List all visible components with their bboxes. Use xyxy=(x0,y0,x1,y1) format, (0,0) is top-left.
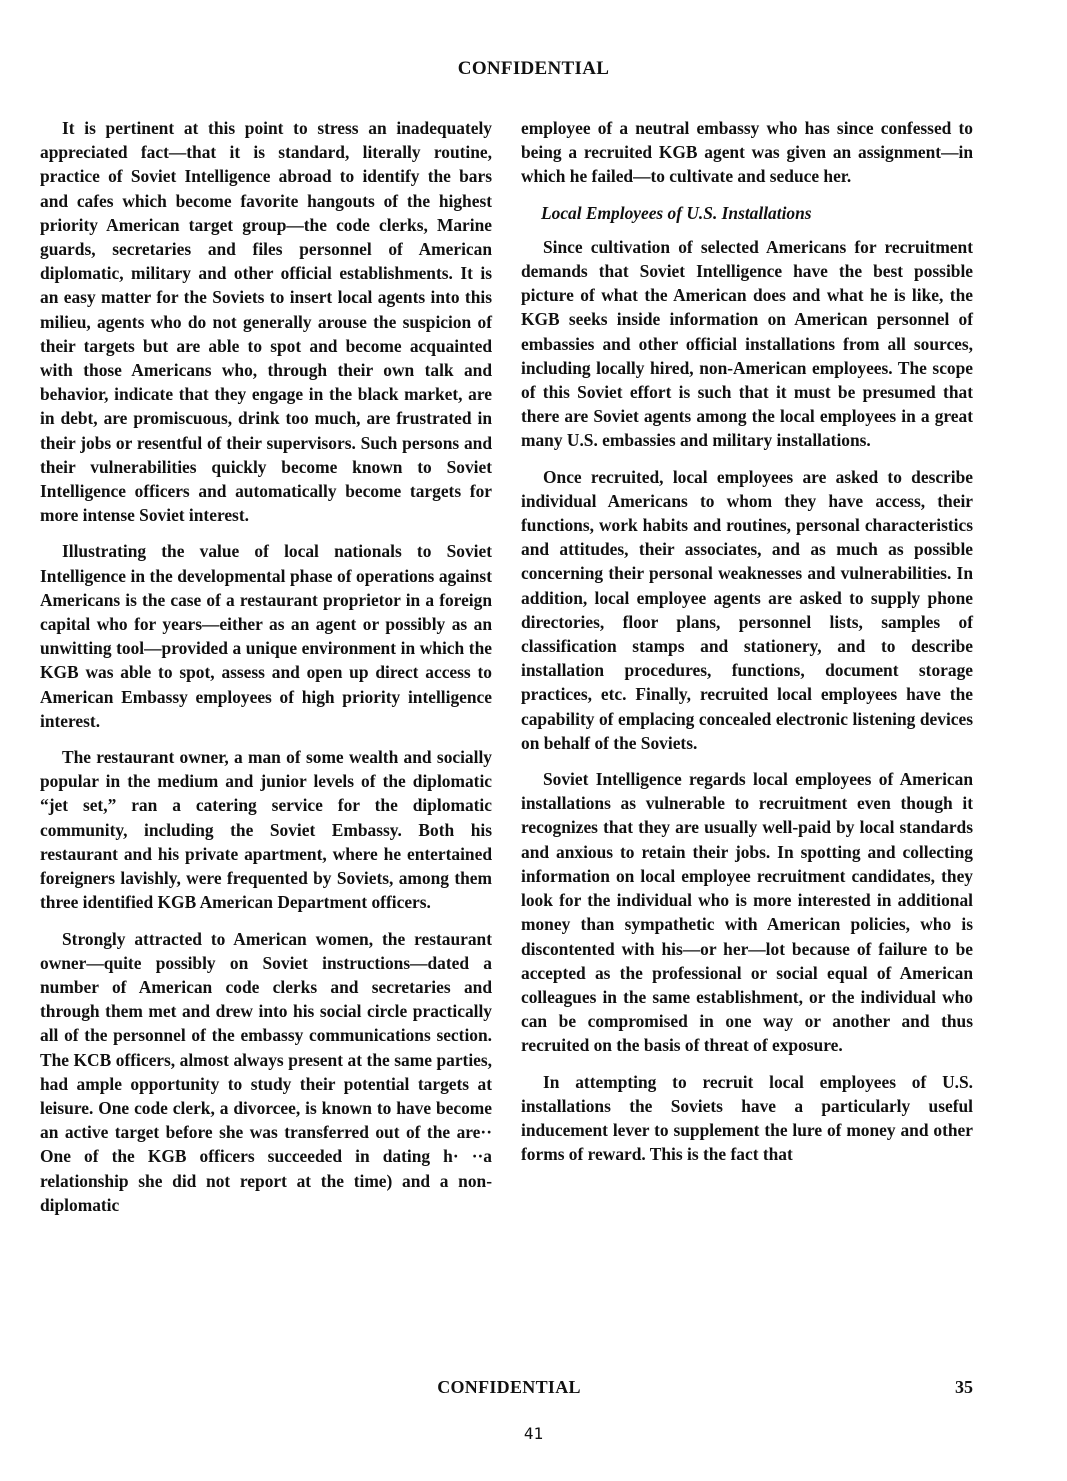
right-paragraph-2: Once recruited, local employees are asked to describe individual Americans to whom they have access, their functions, work habits and routines, personal characteristics and attitudes, their associates, and as much as possible concerning their personal weaknesses and vulnerabilities. In addition, local employee agents are asked to supply phone directories, floor plans, personnel lists, samples of classification stamps and stationery, and to describe installation procedures, functions, document storage practices, etc. Finally, recruited local employees have the capability of emplacing concealed electronic listening devices on behalf of the Soviets. xyxy=(521,466,973,753)
right-column xyxy=(521,116,973,1178)
footer-classification: CONFIDENTIAL xyxy=(437,1377,581,1397)
right-paragraph-1: Since cultivation of selected Americans for recruitment demands that Soviet Intelligence have the best possible picture of what the American does and what he is like, the KGB seeks inside information on American personnel of embassies and other official installations from all sources, including locally hired, non-American employees. The scope of this Soviet effort is such that it must be presumed that there are Soviet agents among the local employees in a great many U.S. embassies and military installations. xyxy=(521,236,973,451)
left-paragraph-3: The restaurant owner, a man of some wealth and socially popular in the medium and junior levels of the diplomatic “jet set,” ran a catering service for the diplomatic community, including the Soviet Embassy. Both his restaurant and his private apartment, where he entertained foreigners lavishly, were frequented by Soviets, among them three identified KGB American Department officers. xyxy=(40,747,492,913)
serial-number: 41 xyxy=(523,1424,544,1443)
right-paragraph-4: In attempting to recruit local employees of U.S. installations the Soviets have a particularly useful inducement lever to supplement the lure of money and other forms of reward. This is the fact that xyxy=(521,1071,973,1165)
header-classification: CONFIDENTIAL xyxy=(457,58,610,79)
left-paragraph-2: Illustrating the value of local nationals to Soviet Intelligence in the developmental phase of operations against Americans is the case of a restaurant proprietor in a foreign capital who for years—either as an agent or possibly as an unwitting tool—provided a unique environment in which the KGB was able to spot, assess and open up direct access to American Embassy employees of high priority intelligence interest. xyxy=(40,541,492,731)
left-paragraph-1: It is pertinent at this point to stress an inadequately appreciated fact—that it is standard, literally routine, practice of Soviet Intelligence abroad to identify the bars and cafes which become favorite hangouts of the highest priority American target group—the code clerks, Marine guards, secretaries and files personnel of American diplomatic, military and other official establishments. It is an easy matter for the Soviets to insert local agents into this milieu, agents who do not generally arouse the suspicion of their targets but are able to spot and become acquainted with those Americans who, through their own talk and behavior, indicate that they engage in the black market, are in debt, are promiscuous, drink too much, are frustrated in their jobs or resentful of their supervisors. Such persons and their vulnerabilities quickly become known to Soviet Intelligence officers and automatically become targets for more intense Soviet interest. xyxy=(40,118,492,526)
page-number: 35 xyxy=(955,1377,973,1397)
right-intro-paragraph: employee of a neutral embassy who has since confessed to being a recruited KGB agent was given an assignment—in which he failed—to cultivate and seduce her. xyxy=(521,118,973,187)
right-paragraph-3: Soviet Intelligence regards local employees of American installations as vulnerable to recruitment even though it recognizes that they are usually well-paid by local standards and anxious to retain their jobs. In spotting and collecting information on local employee recruitment candidates, they look for the individual who is more interested in additional money than sympathetic with American policies, who is discontented with his—or her—lot because of failure to be accepted as the professional or social equal of American colleagues in the same establishment, or the individual who can be compromised in one way or another and thus recruited on the basis of threat of exposure. xyxy=(521,769,973,1056)
left-column xyxy=(40,116,492,1229)
left-paragraph-4: Strongly attracted to American women, the restaurant owner—quite possibly on Soviet instructions—dated a number of American code clerks and secretaries and through them met and drew into his social circle practically all of the personnel of the embassy communications section. The KCB officers, almost always present at the same parties, had ample opportunity to study their potential targets at leisure. One code clerk, a divorcee, is known to have become an active target before she was transferred out of the are·· One of the KGB officers succeeded in dating h· ··a relationship she did not report at the time) and a non-diplomatic xyxy=(40,928,492,1215)
section-heading: Local Employees of U.S. Installations xyxy=(541,202,812,223)
